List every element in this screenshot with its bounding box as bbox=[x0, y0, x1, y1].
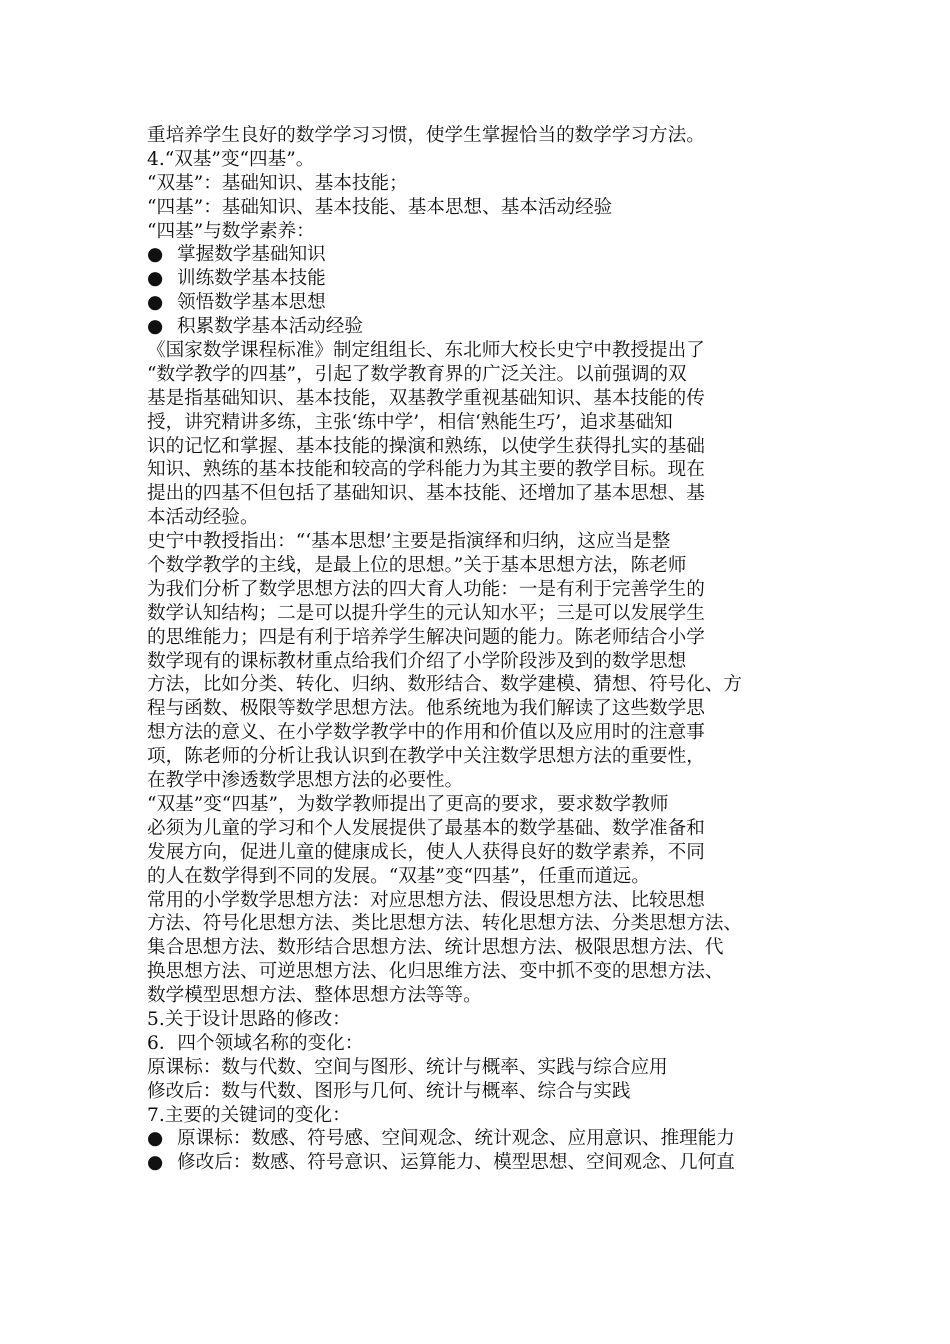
bullet-item bbox=[147, 291, 817, 315]
text-line: 常用的小学数学思想方法：对应思想方法、假设思想方法、比较思想 bbox=[147, 889, 705, 911]
text-line: 史宁中教授指出：“‘基本思想’主要是指演绎和归纳，这应当是整 bbox=[147, 531, 671, 553]
text-line: 程与函数、极限等数学思想方法。他系统地为我们解读了这些数学思 bbox=[147, 698, 705, 720]
text-line: 原课标：数与代数、空间与图形、统计与概率、实践与综合应用 bbox=[147, 1056, 668, 1078]
text-line: 发展方向，促进儿童的健康成长，使人人获得良好的数学素养，不同 bbox=[147, 841, 705, 863]
bullet-icon: ● bbox=[147, 1152, 164, 1174]
section-heading: 5.关于设计思路的修改： bbox=[147, 1008, 351, 1030]
text-line: 数学现有的课标教材重点给我们介绍了小学阶段涉及到的数学思想 bbox=[147, 650, 687, 672]
text-line: 换思想方法、可逆思想方法、化归思维方法、变中抓不变的思想方法、 bbox=[147, 961, 724, 983]
text-line: “四基”与数学素养： bbox=[147, 220, 315, 242]
text-line: 修改后：数与代数、图形与几何、统计与概率、综合与实践 bbox=[147, 1080, 631, 1102]
text-line: 数学模型思想方法、整体思想方法等等。 bbox=[147, 985, 482, 1007]
bullet-item bbox=[147, 315, 817, 339]
text-line: 提出的四基不但包括了基础知识、基本技能、还增加了基本思想、基 bbox=[147, 483, 705, 505]
bullet-icon: ● bbox=[147, 316, 164, 338]
text-line: 基是指基础知识、基本技能，双基教学重视基础知识、基本技能的传 bbox=[147, 387, 705, 409]
text-line: “四基”：基础知识、基本技能、基本思想、基本活动经验 bbox=[147, 196, 613, 218]
text-line: 项，陈老师的分析让我认识到在教学中关注数学思想方法的重要性， bbox=[147, 746, 705, 768]
bullet-icon: ● bbox=[147, 244, 164, 266]
document-page bbox=[147, 124, 817, 1175]
section-heading: 6．四个领域名称的变化： bbox=[147, 1032, 364, 1054]
text-line: 授，讲究精讲多练，主张‘练中学’，相信‘熟能生巧’，追求基础知 bbox=[147, 411, 673, 433]
text-line: 必须为儿童的学习和个人发展提供了最基本的数学基础、数学准备和 bbox=[147, 817, 705, 839]
text-line: 的思维能力；四是有利于培养学生解决问题的能力。陈老师结合小学 bbox=[147, 626, 705, 648]
bullet-text: 掌握数学基础知识 bbox=[177, 244, 326, 266]
bullet-item bbox=[147, 1127, 817, 1151]
text-line: “双基”变“四基”，为数学教师提出了更高的要求，要求数学教师 bbox=[147, 793, 669, 815]
text-line: 知识、熟练的基本技能和较高的学科能力为其主要的教学目标。现在 bbox=[147, 459, 705, 481]
bullet-item bbox=[147, 243, 817, 267]
bullet-icon: ● bbox=[147, 292, 164, 314]
text-line: 数学认知结构；二是可以提升学生的元认知水平；三是可以发展学生 bbox=[147, 602, 705, 624]
text-line: 的人在数学得到不同的发展。“双基”变“四基”，任重而道远。 bbox=[147, 865, 650, 887]
bullet-text: 原课标：数感、符号感、空间观念、统计观念、应用意识、推理能力 bbox=[177, 1128, 735, 1150]
bullet-item bbox=[147, 1151, 817, 1175]
text-line: 在教学中渗透数学思想方法的必要性。 bbox=[147, 770, 464, 792]
text-line: 重培养学生良好的数学学习习惯，使学生掌握恰当的数学学习方法。 bbox=[147, 125, 705, 146]
text-line: 本活动经验。 bbox=[147, 507, 259, 529]
bullet-icon: ● bbox=[147, 268, 164, 290]
text-line: “数学教学的四基”，引起了数学教育界的广泛关注。以前强调的双 bbox=[147, 363, 687, 385]
bullet-text: 训练数学基本技能 bbox=[177, 268, 326, 290]
text-line: 识的记忆和掌握、基本技能的操演和熟练，以使学生获得扎实的基础 bbox=[147, 435, 705, 457]
bullet-item bbox=[147, 267, 817, 291]
text-line: 个数学教学的主线，是最上位的思想。”关于基本思想方法，陈老师 bbox=[147, 555, 687, 577]
text-line: 方法，比如分类、转化、归纳、数形结合、数学建模、猜想、符号化、方 bbox=[147, 674, 743, 696]
text-line: 为我们分析了数学思想方法的四大育人功能：一是有利于完善学生的 bbox=[147, 578, 705, 600]
text-line: “双基”：基础知识、基本技能； bbox=[147, 172, 408, 194]
bullet-text: 领悟数学基本思想 bbox=[177, 292, 326, 314]
text-line: 方法、符号化思想方法、类比思想方法、转化思想方法、分类思想方法、 bbox=[147, 913, 743, 935]
bullet-icon: ● bbox=[147, 1128, 164, 1150]
text-line: 《国家数学课程标准》制定组组长、东北师大校长史宁中教授提出了 bbox=[147, 340, 705, 362]
bullet-text: 修改后：数感、符号意识、运算能力、模型思想、空间观念、几何直 bbox=[177, 1152, 735, 1174]
bullet-text: 积累数学基本活动经验 bbox=[177, 316, 363, 338]
text-line: 想方法的意义、在小学数学教学中的作用和价值以及应用时的注意事 bbox=[147, 722, 705, 744]
text-line: 集合思想方法、数形结合思想方法、统计思想方法、极限思想方法、代 bbox=[147, 937, 724, 959]
section-heading: 7.主要的关键词的变化： bbox=[147, 1104, 351, 1126]
section-heading: 4.“双基”变“四基”。 bbox=[147, 148, 315, 170]
